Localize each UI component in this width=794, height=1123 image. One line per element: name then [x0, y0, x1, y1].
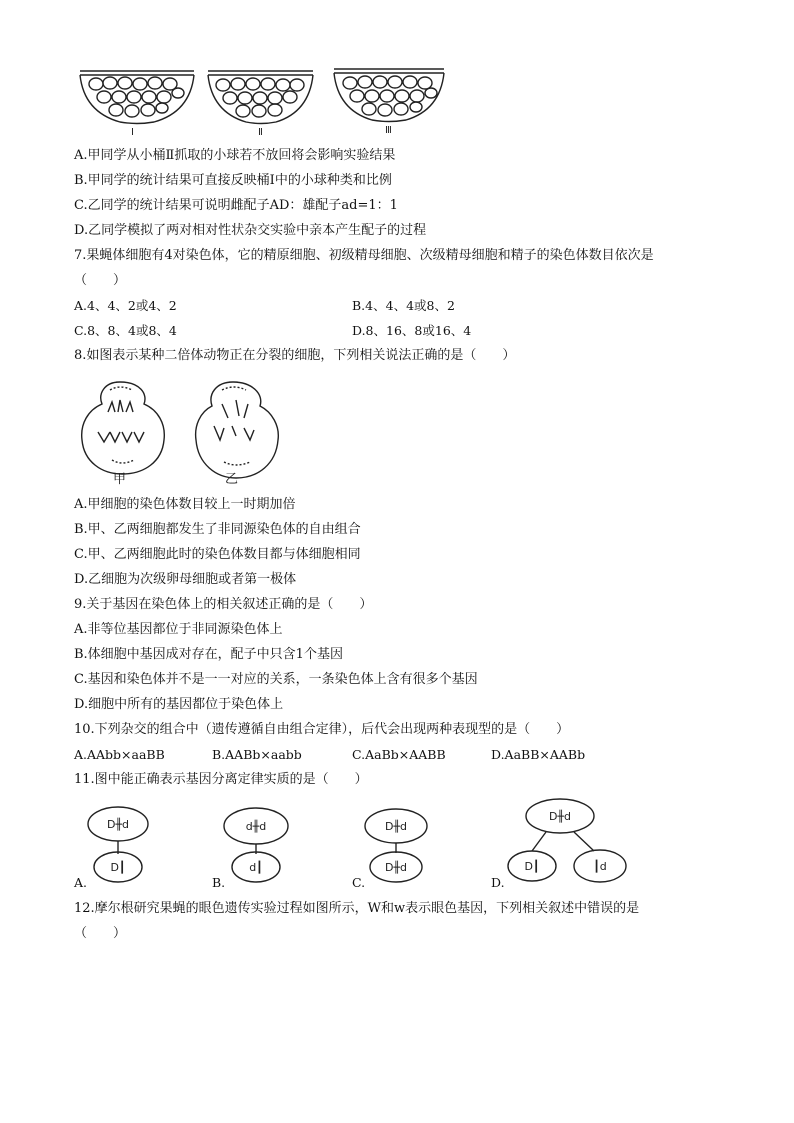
q8-option-d: D.乙细胞为次级卵母细胞或者第一极体: [74, 572, 297, 587]
q9-option-d: D.细胞中所有的基因都位于染色体上: [74, 697, 284, 712]
q10-option-c: C.AaBb×AABB: [352, 747, 446, 762]
gene-separation-figure: [0, 796, 794, 896]
buckets-figure: [0, 0, 794, 140]
option-d-left-genes: D┃: [524, 860, 540, 873]
q7-option-c: C.8、8、4或8、4: [74, 323, 177, 338]
q10-option-b: B.AABb×aabb: [212, 747, 302, 762]
q7-option-b: B.4、4、4或8、2: [352, 298, 455, 313]
cell-label-jia: 甲: [113, 472, 127, 487]
cell-label-yi: 乙: [225, 472, 239, 487]
q11-option-c-letter: C.: [352, 875, 366, 890]
option-b-bottom-genes: d┃: [249, 861, 263, 874]
q7-paren: （ ）: [74, 273, 127, 288]
cell-jia: [82, 382, 165, 474]
q6-option-c: C.乙同学的统计结果可说明雌配子AD：雄配子ad=1：1: [74, 198, 398, 213]
q12-paren: （ ）: [74, 926, 127, 941]
bucket-3: [334, 69, 444, 122]
option-b-top-genes: d╫d: [245, 820, 267, 833]
q7-option-d: D.8、16、8或16、4: [352, 323, 472, 338]
cell-yi: [196, 382, 279, 478]
option-c-bottom-genes: D╫d: [384, 861, 408, 874]
q8-option-a: A.甲细胞的染色体数目较上一时期加倍: [74, 497, 296, 512]
bucket-label-2: Ⅱ: [258, 127, 263, 138]
q9-option-c: C.基因和染色体并不是一一对应的关系，一条染色体上含有很多个基因: [74, 672, 478, 687]
bucket-1: [80, 71, 194, 124]
q11-option-b-letter: B.: [212, 875, 226, 890]
option-d-right-genes: ┃d: [593, 860, 607, 873]
dividing-cells-figure: [0, 370, 794, 490]
q9-option-b: B.体细胞中基因成对存在，配子中只含1个基因: [74, 647, 343, 662]
q11-option-a-letter: A.: [74, 875, 88, 890]
q8-option-c: C.甲、乙两细胞此时的染色体数目都与体细胞相同: [74, 547, 361, 562]
q6-option-a: A.甲同学从小桶Ⅱ抓取的小球若不放回将会影响实验结果: [74, 148, 396, 163]
q9-option-a: A.非等位基因都位于非同源染色体上: [74, 622, 283, 637]
bucket-label-3: Ⅲ: [385, 125, 392, 136]
q12-stem: 12.摩尔根研究果蝇的眼色遗传实验过程如图所示，W和w表示眼色基因，下列相关叙述中错误的是: [74, 901, 640, 916]
q6-option-b: B.甲同学的统计结果可直接反映桶Ⅰ中的小球种类和比例: [74, 173, 392, 188]
q10-option-d: D.AaBB×AABb: [491, 747, 586, 762]
bucket-2: [208, 71, 313, 124]
q10-option-a: A.AAbb×aaBB: [74, 747, 165, 762]
q11-option-d-letter: D.: [491, 875, 505, 890]
q9-stem: 9.关于基因在染色体上的相关叙述正确的是（ ）: [74, 597, 373, 612]
option-a-top-genes: D╫d: [106, 818, 130, 831]
q11-stem: 11.图中能正确表示基因分离定律实质的是（ ）: [74, 772, 368, 787]
option-d-top-genes: D╫d: [548, 810, 572, 823]
q7-stem: 7.果蝇体细胞有4对染色体，它的精原细胞、初级精母细胞、次级精母细胞和精子的染色体数目依次是: [74, 248, 654, 263]
option-a-bottom-genes: D┃: [110, 861, 126, 874]
q6-option-d: D.乙同学模拟了两对相对性状杂交实验中亲本产生配子的过程: [74, 223, 427, 238]
q8-option-b: B.甲、乙两细胞都发生了非同源染色体的自由组合: [74, 522, 361, 537]
option-c-top-genes: D╫d: [384, 820, 408, 833]
q7-option-a: A.4、4、2或4、2: [74, 298, 177, 313]
bucket-label-1: Ⅰ: [131, 127, 134, 138]
q10-stem: 10.下列杂交的组合中（遗传遵循自由组合定律），后代会出现两种表现型的是（ ）: [74, 722, 570, 737]
q8-stem: 8.如图表示某种二倍体动物正在分裂的细胞，下列相关说法正确的是（ ）: [74, 348, 516, 363]
